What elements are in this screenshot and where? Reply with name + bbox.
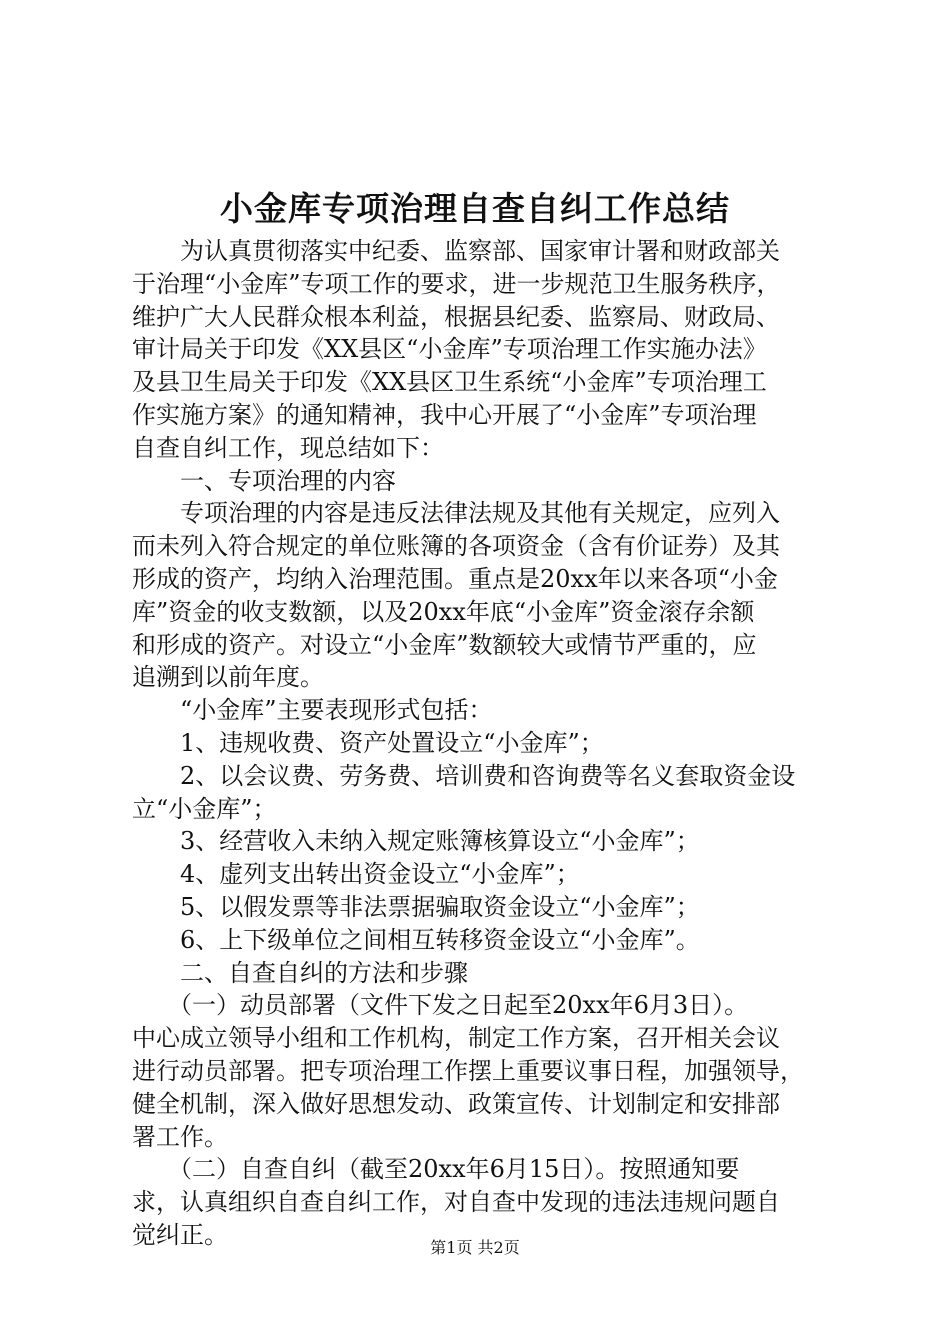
text-line: 健全机制，深入做好思想发动、政策宣传、计划制定和安排部 <box>132 1089 780 1118</box>
text-line: 及县卫生局关于印发《XX县区卫生系统“小金库”专项治理工 <box>132 368 767 397</box>
document-body <box>132 235 822 1252</box>
text-line: 署工作。 <box>132 1122 228 1151</box>
text-line: 和形成的资产。对设立“小金库”数额较大或情节严重的，应 <box>132 630 757 659</box>
text-line: （二）自查自纠（截至20xx年6月15日）。按照通知要 <box>132 1155 740 1184</box>
text-line: 追溯到以前年度。 <box>132 663 324 692</box>
text-line: 为认真贯彻落实中纪委、监察部、国家审计署和财政部关 <box>132 237 780 265</box>
text-line: 审计局关于印发《XX县区“小金库”专项治理工作实施办法》 <box>132 335 767 364</box>
text-line: 形成的资产，均纳入治理范围。重点是20xx年以来各项“小金 <box>132 564 778 593</box>
text-line: 专项治理的内容是违反法律法规及其他有关规定，应列入 <box>132 499 780 528</box>
text-line: 二、自查自纠的方法和步骤 <box>132 958 468 987</box>
text-line: “小金库”主要表现形式包括： <box>132 696 493 725</box>
text-line: 于治理“小金库”专项工作的要求，进一步规范卫生服务秩序， <box>132 269 781 298</box>
text-line: 而未列入符合规定的单位账簿的各项资金（含有价证券）及其 <box>132 532 780 561</box>
text-line: 立“小金库”； <box>132 794 277 823</box>
text-line: （一）动员部署（文件下发之日起至20xx年6月3日）。 <box>132 991 749 1020</box>
text-line: 求，认真组织自查自纠工作，对自查中发现的违法违规问题自 <box>132 1188 780 1217</box>
text-line: 中心成立领导小组和工作机构，制定工作方案，召开相关会议 <box>132 1024 780 1053</box>
text-line: 自查自纠工作，现总结如下： <box>132 433 444 462</box>
text-line: 觉纠正。 <box>132 1220 228 1249</box>
document-title: 小金库专项治理自查自纠工作总结 <box>220 189 730 228</box>
page-number: 第1页 共2页 <box>430 1238 520 1257</box>
text-line: 3、经营收入未纳入规定账簿核算设立“小金库”； <box>132 827 700 856</box>
text-line: 进行动员部署。把专项治理工作摆上重要议事日程，加强领导， <box>132 1056 804 1085</box>
text-line: 4、虚列支出转出资金设立“小金库”； <box>132 860 580 889</box>
text-line: 2、以会议费、劳务费、培训费和咨询费等名义套取资金设 <box>132 761 796 790</box>
text-line: 库”资金的收支数额，以及20xx年底“小金库”资金滚存余额 <box>132 597 755 626</box>
text-line: 维护广大人民群众根本利益，根据县纪委、监察局、财政局、 <box>132 302 780 331</box>
text-line: 1、违规收费、资产处置设立“小金库”； <box>132 728 604 757</box>
text-line: 6、上下级单位之间相互转移资金设立“小金库”。 <box>132 925 700 954</box>
text-line: 5、以假发票等非法票据骗取资金设立“小金库”； <box>132 892 700 921</box>
text-line: 一、专项治理的内容 <box>132 466 396 495</box>
text-line: 作实施方案》的通知精神，我中心开展了“小金库”专项治理 <box>132 400 757 429</box>
